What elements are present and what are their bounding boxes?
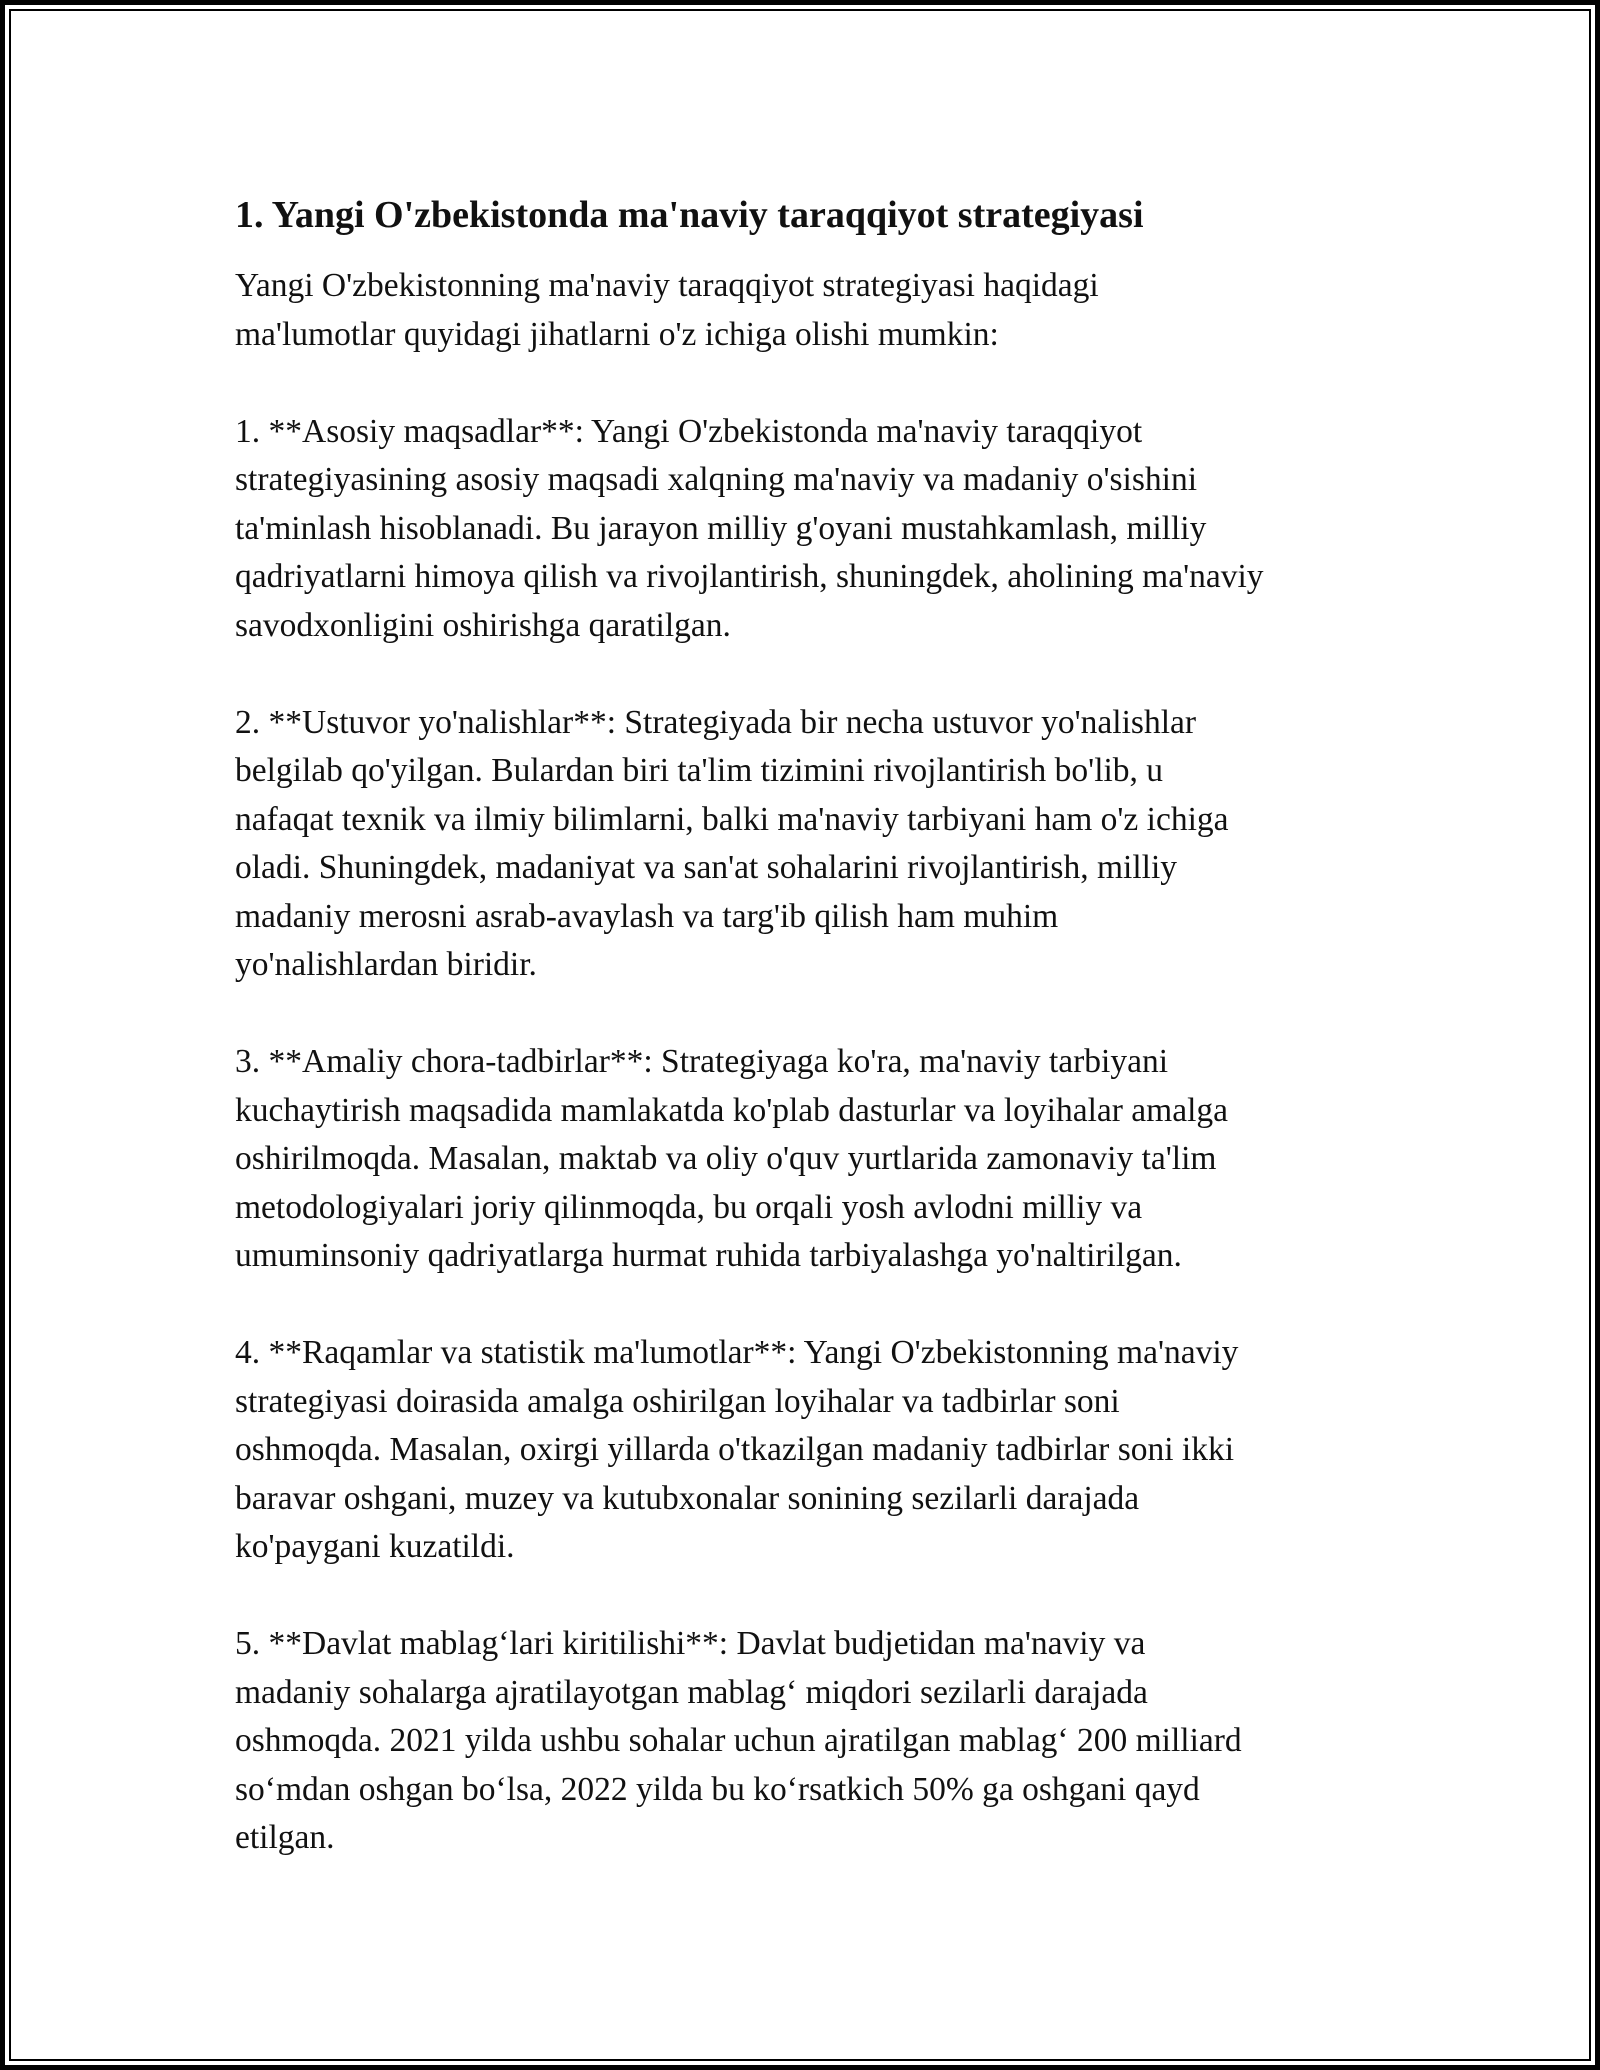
- list-item-4: 4. **Raqamlar va statistik ma'lumotlar**: Yangi O'zbekistonning ma'naviy strategiyasi doirasida amalga oshirilgan loyihalar va tadbirlar soni oshmoqda. Masalan, oxirgi yillarda o'tkazilgan madaniy tadbirlar soni ikki baravar oshgani, muzey va kutubxonalar sonining sezilarli darajada ko'paygani kuzatildi.: [235, 1334, 1239, 1565]
- document-body: [235, 186, 1395, 1863]
- list-item-5: 5. **Davlat mablag‘lari kiritilishi**: Davlat budjetidan ma'naviy va madaniy sohalarga ajratilayotgan mablag‘ miqdori sezilarli darajada oshmoqda. 2021 yilda ushbu sohalar uchun ajratilgan mablag‘ 200 milliard so‘mdan oshgan bo‘lsa, 2022 yilda bu ko‘rsatkich 50% ga oshgani qayd etilgan.: [235, 1625, 1242, 1856]
- list-item-2: 2. **Ustuvor yo'nalishlar**: Strategiyada bir necha ustuvor yo'nalishlar belgilab qo'yilgan. Bulardan biri ta'lim tizimini rivojlantirish bo'lib, u nafaqat texnik va ilmiy bilimlarni, balki ma'naviy tarbiyani ham o'z ichiga oladi. Shuningdek, madaniyat va san'at sohalarini rivojlantirish, milliy madaniy merosni asrab-avaylash va targ'ib qilish ham muhim yo'nalishlardan biridir.: [235, 703, 1229, 983]
- page-title: 1. Yangi O'zbekistonda ma'naviy taraqqiyot strategiyasi: [235, 194, 1144, 236]
- list-item-1: 1. **Asosiy maqsadlar**: Yangi O'zbekistonda ma'naviy taraqqiyot strategiyasining asosiy maqsadi xalqning ma'naviy va madaniy o'sishini ta'minlash hisoblanadi. Bu jarayon milliy g'oyani mustahkamlash, milliy qadriyatlarni himoya qilish va rivojlantirish, shuningdek, aholining ma'naviy savodxonligini oshirishga qaratilgan.: [235, 412, 1264, 644]
- list-item-3: 3. **Amaliy chora-tadbirlar**: Strategiyaga ko'ra, ma'naviy tarbiyani kuchaytirish maqsadida mamlakatda ko'plab dasturlar va loyihalar amalga oshirilmoqda. Masalan, maktab va oliy o'quv yurtlarida zamonaviy ta'lim metodologiyalari joriy qilinmoqda, bu orqali yosh avlodni milliy va umuminsoniy qadriyatlarga hurmat ruhida tarbiyalashga yo'naltirilgan.: [235, 1043, 1229, 1274]
- intro-paragraph: Yangi O'zbekistonning ma'naviy taraqqiyot strategiyasi haqidagi ma'lumotlar quyidagi jihatlarni o'z ichiga olishi mumkin:: [235, 267, 1099, 353]
